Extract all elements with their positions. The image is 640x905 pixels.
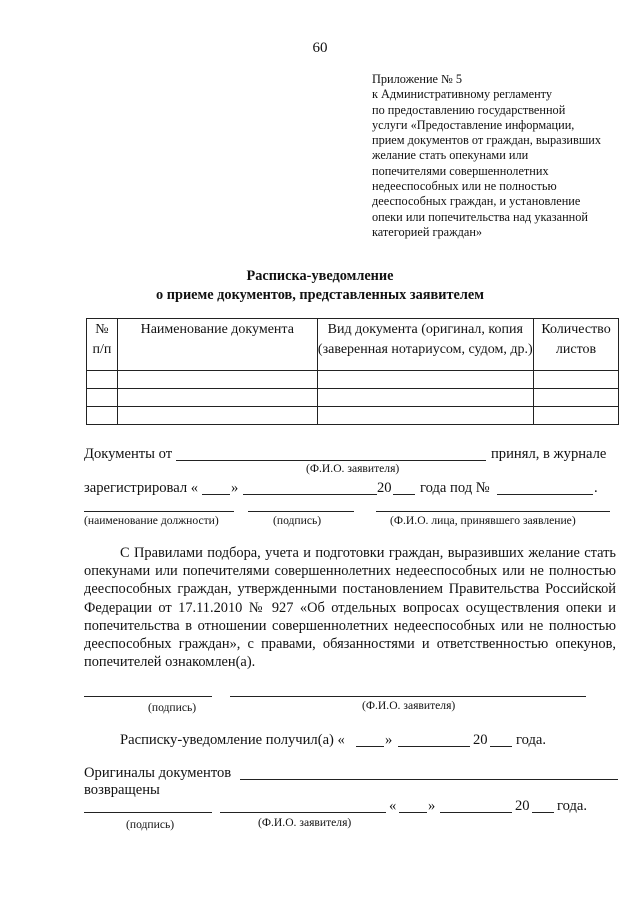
receipt-year-prefix: 20 (473, 732, 488, 748)
table-cell[interactable] (534, 407, 619, 425)
return-year-prefix: 20 (515, 798, 530, 814)
table-row (87, 407, 619, 425)
caption-applicant-fio: (Ф.И.О. заявителя) (306, 462, 400, 475)
appendix-line: недееспособных или не полностью (372, 179, 557, 194)
caption-receiver-fio: (Ф.И.О. лица, принявшего заявление) (390, 514, 576, 527)
caption-signature-3: (подпись) (126, 818, 175, 831)
signature-field-3[interactable] (84, 812, 212, 813)
table-header-row (87, 319, 619, 371)
table-cell[interactable] (317, 389, 533, 407)
table-cell[interactable] (117, 407, 317, 425)
registered-label: зарегистрировал « (84, 480, 199, 496)
table-cell[interactable] (317, 371, 533, 389)
receipt-received-label: Расписку-уведомление получил(а) « (120, 732, 345, 748)
table-row (87, 389, 619, 407)
table-cell[interactable] (87, 389, 118, 407)
receipt-year-suffix: года. (516, 732, 547, 748)
appendix-line: дееспособных граждан, и установление (372, 194, 581, 209)
appendix-line: категорией граждан» (372, 224, 483, 239)
title-line-2: о приеме документов, представленных заявителем (156, 286, 484, 303)
signature-field[interactable] (248, 511, 354, 512)
header-number: № п/п (87, 319, 118, 371)
return-quote-close: » (428, 798, 436, 814)
return-year-field[interactable] (532, 812, 554, 813)
appendix-line: по предоставлению государственной (372, 102, 566, 117)
applicant-name-field[interactable] (176, 460, 486, 461)
receipt-day-field[interactable] (356, 746, 384, 747)
header-document-name: Наименование документа (117, 319, 317, 371)
appendix-line: желание стать опекунами или (372, 148, 529, 163)
table-cell[interactable] (87, 407, 118, 425)
signature-field-2[interactable] (84, 696, 212, 697)
return-quote-open: « (389, 798, 397, 814)
period: . (594, 480, 598, 496)
return-month-field[interactable] (440, 812, 512, 813)
day-field[interactable] (202, 494, 230, 495)
receiver-fio-field[interactable] (376, 511, 610, 512)
position-field[interactable] (84, 511, 234, 512)
caption-position: (наименование должности) (84, 514, 219, 527)
year-field[interactable] (393, 494, 415, 495)
applicant-fio-field-2[interactable] (230, 696, 586, 697)
header-document-type: Вид документа (оригинал, копия (заверенная нотариусом, судом, др.) (317, 319, 533, 371)
accepted-label: принял, в журнале (491, 446, 607, 462)
return-year-suffix: года. (557, 798, 588, 814)
document-title (0, 267, 640, 304)
table-cell[interactable] (534, 371, 619, 389)
appendix-line: опеки или попечительства над указанной (372, 209, 588, 224)
title-line-1: Расписка-уведомление (246, 268, 394, 284)
page-number: 60 (312, 40, 328, 56)
appendix-line: Приложение № 5 (372, 72, 463, 86)
table-cell[interactable] (317, 407, 533, 425)
table-cell[interactable] (117, 371, 317, 389)
header-sheet-count: Количество листов (534, 319, 619, 371)
paragraph-text: С Правилами подбора, учета и подготовки граждан, выразивших желание стать опекунами или попечителями совершеннолетних недееспособных или не полностью дееспособных граждан, утвержденными постановлением Правительства Российской Федерации от 17.11.2010 № 927 «Об отдельных вопросах осуществления опеки и попечительства в отношении совершеннолетних недееспособных или не полностью дееспособных граждан», с правами, обязанностями и ответственностью опекунов, попечителей ознакомлен(а). (84, 545, 616, 671)
table-cell[interactable] (87, 371, 118, 389)
caption-signature-2: (подпись) (148, 701, 197, 714)
caption-applicant-fio-3: (Ф.И.О. заявителя) (258, 816, 352, 829)
appendix-line: услуги «Предоставление информации, (372, 117, 575, 132)
returned-label: возвращены (84, 782, 160, 798)
year-prefix: 20 (377, 480, 392, 496)
receipt-quote-close: » (385, 732, 393, 748)
month-field[interactable] (243, 494, 377, 495)
table-cell[interactable] (117, 389, 317, 407)
documents-table (86, 318, 619, 425)
receipt-year-field[interactable] (490, 746, 512, 747)
table-cell[interactable] (534, 389, 619, 407)
return-day-field[interactable] (399, 812, 427, 813)
table-row (87, 371, 619, 389)
appendix-line: попечителями совершеннолетних (372, 163, 549, 178)
registration-number-field[interactable] (497, 494, 593, 495)
originals-label: Оригиналы документов (84, 765, 232, 781)
applicant-fio-field-3[interactable] (220, 812, 386, 813)
caption-applicant-fio-2: (Ф.И.О. заявителя) (362, 699, 456, 712)
appendix-line: к Административному регламенту (372, 87, 553, 102)
docs-from-label: Документы от (84, 446, 173, 462)
acknowledgement-paragraph (84, 544, 616, 671)
appendix-line: прием документов от граждан, выразивших (372, 133, 602, 148)
year-number-label: года под № (420, 480, 490, 496)
caption-signature: (подпись) (273, 514, 322, 527)
quote-close: » (231, 480, 239, 496)
originals-field[interactable] (240, 779, 618, 780)
appendix-header (372, 72, 601, 240)
receipt-month-field[interactable] (398, 746, 470, 747)
